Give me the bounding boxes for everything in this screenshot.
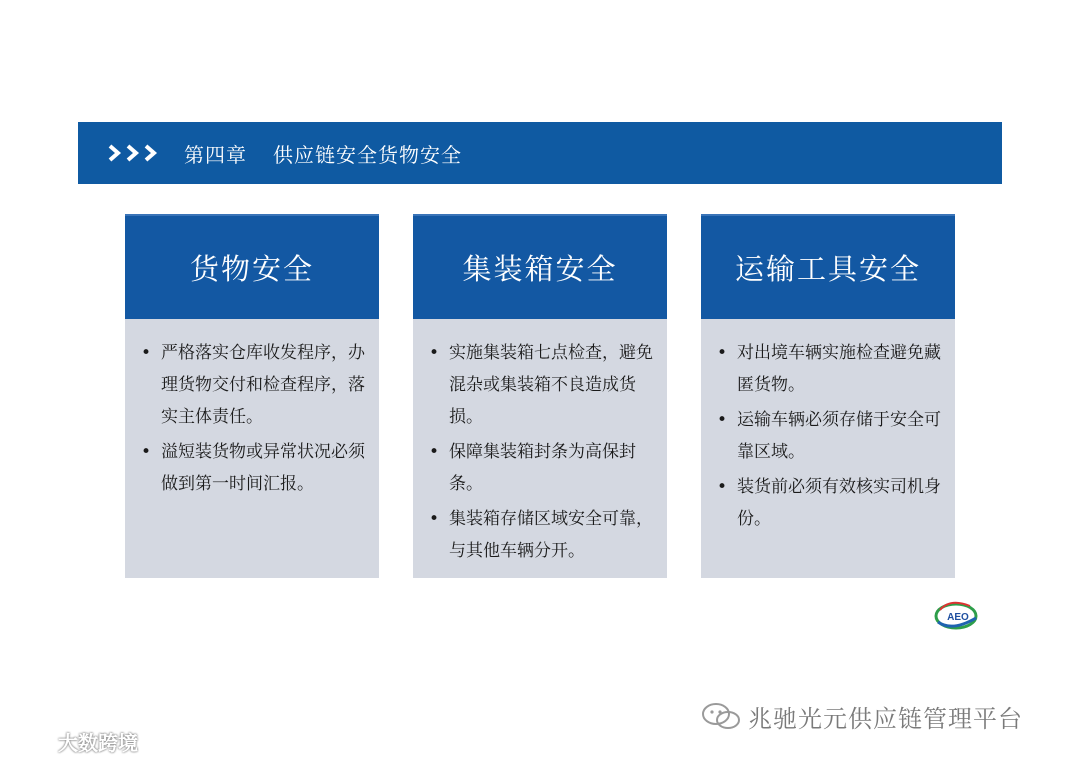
chapter-title: 供应链安全货物安全 xyxy=(273,142,462,167)
bullet-icon: • xyxy=(429,509,440,529)
list-item-text: 装货前必须有效核实司机身份。 xyxy=(737,477,941,529)
card-cargo-security xyxy=(125,214,379,578)
list-item xyxy=(717,404,941,468)
list-item-text: 溢短装货物或异常状况必须做到第一时间汇报。 xyxy=(161,442,365,494)
bullet-icon: • xyxy=(429,442,440,462)
card-title: 运输工具安全 xyxy=(701,214,955,319)
bullet-icon: • xyxy=(429,343,440,363)
list-item xyxy=(429,337,653,433)
list-item-text: 严格落实仓库收发程序，办理货物交付和检查程序，落实主体责任。 xyxy=(161,343,365,427)
list-item xyxy=(141,337,365,433)
bottom-left-watermark xyxy=(8,726,138,756)
bullet-icon: • xyxy=(717,477,728,497)
chapter-number: 第四章 xyxy=(184,142,247,167)
bullet-icon: • xyxy=(717,410,728,430)
list-item-text: 运输车辆必须存储于安全可靠区域。 xyxy=(737,410,941,462)
list-item-text: 实施集装箱七点检查，避免混杂或集装箱不良造成货损。 xyxy=(449,343,653,427)
bullet-icon: • xyxy=(717,343,728,363)
list-item xyxy=(141,436,365,500)
wechat-icon xyxy=(700,700,742,732)
bullet-icon: • xyxy=(141,343,152,363)
list-item-text: 对出境车辆实施检查避免藏匿货物。 xyxy=(737,343,941,395)
chapter-banner xyxy=(78,122,1002,184)
list-item-text: 集装箱存储区域安全可靠，与其他车辆分开。 xyxy=(449,509,653,561)
list-item xyxy=(717,337,941,401)
aeo-logo-icon xyxy=(932,596,982,632)
chevrons-icon xyxy=(104,142,158,164)
list-item xyxy=(717,471,941,535)
card-title: 集装箱安全 xyxy=(413,214,667,319)
bullet-icon: • xyxy=(141,442,152,462)
list-item-text: 保障集装箱封条为高保封条。 xyxy=(449,442,636,494)
bottom-left-watermark-text: 大数跨境 xyxy=(58,730,138,755)
list-item xyxy=(429,436,653,500)
card-container-security xyxy=(413,214,667,578)
wechat-watermark xyxy=(700,696,1023,736)
list-item xyxy=(429,503,653,567)
card-title: 货物安全 xyxy=(125,214,379,319)
brand-watermark-icon xyxy=(8,728,54,754)
card-transport-security xyxy=(701,214,955,578)
watermark-text: 兆驰光元供应链管理平台 xyxy=(748,704,1023,733)
aeo-logo-text: AEO xyxy=(947,612,969,623)
